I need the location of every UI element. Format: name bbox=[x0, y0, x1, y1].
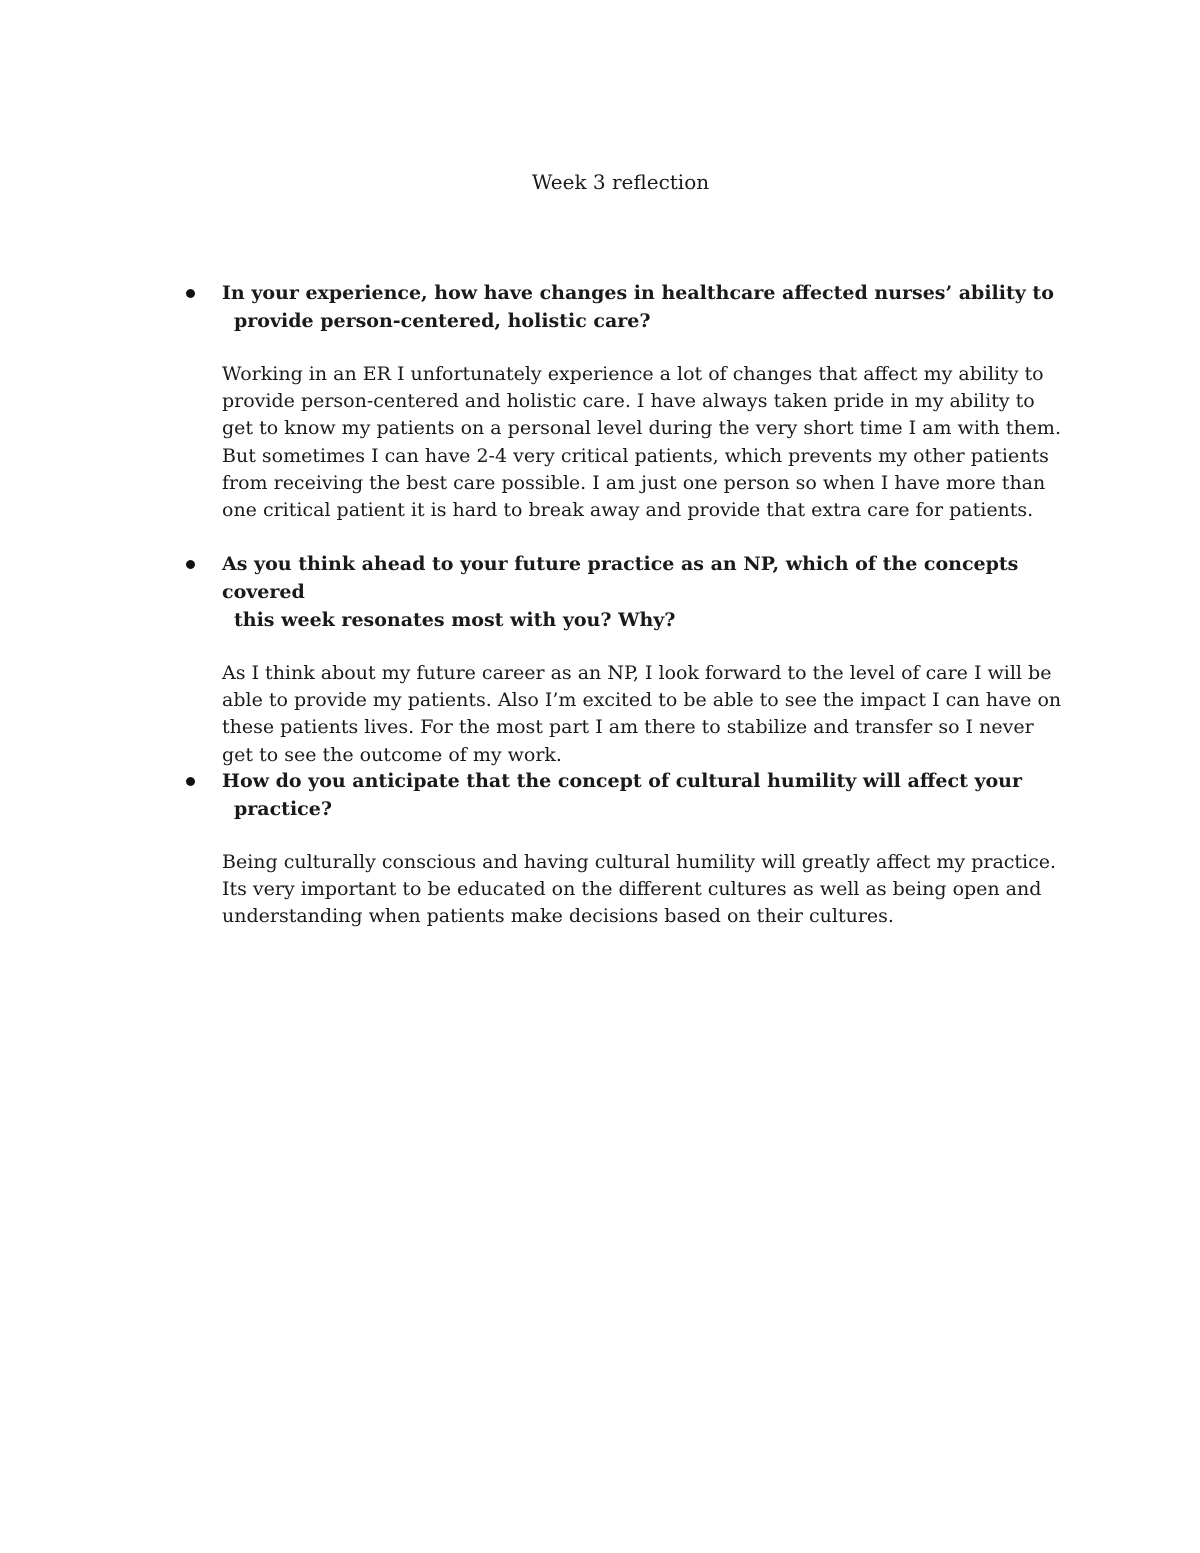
answer-paragraph: Being culturally conscious and having cultural humility will greatly affect my practice. Its very important to be educated on the different cultures as well as being open and understanding when patients make decisions based on their cultures. bbox=[222, 851, 1057, 928]
question-line-2: provide person-centered, holistic care? bbox=[234, 310, 651, 332]
answer-paragraph: Working in an ER I unfortunately experience a lot of changes that affect my ability to provide person-centered and holistic care. I have always taken pride in my ability to get to know my patients on a personal level during the very short time I am with them. But sometimes I can have 2-4 very critical patients, which prevents my other patients from receiving the best care possible. I am just one person so when I have more than one critical patient it is hard to break away and provide that extra care for patients. bbox=[222, 363, 1061, 522]
question-line-1: As you think ahead to your future practice as an NP, which of the concepts covered bbox=[222, 553, 1019, 603]
reflection-section bbox=[186, 279, 1066, 524]
reflection-section bbox=[186, 550, 1066, 769]
question-text bbox=[222, 279, 1066, 335]
question-line-1: In your experience, how have changes in healthcare affected nurses’ ability to bbox=[222, 282, 1054, 304]
question-item bbox=[186, 279, 1066, 335]
bullet-icon bbox=[186, 560, 195, 569]
bullet-icon bbox=[186, 777, 195, 786]
question-text bbox=[222, 767, 1066, 823]
question-line-2: this week resonates most with you? Why? bbox=[234, 609, 676, 631]
reflection-section bbox=[186, 767, 1066, 931]
document-title: Week 3 reflection bbox=[531, 170, 710, 194]
answer-paragraph: As I think about my future career as an NP, I look forward to the level of care I will be able to provide my patients. Also I’m excited to be able to see the impact I can have on these patients lives. For the most part I am there to stabilize and transfer so I never get to see the outcome of my work. bbox=[222, 662, 1062, 766]
question-text bbox=[222, 550, 1066, 634]
question-line-2: practice? bbox=[234, 798, 332, 820]
question-item bbox=[186, 550, 1066, 634]
question-item bbox=[186, 767, 1066, 823]
question-line-1: How do you anticipate that the concept of cultural humility will affect your bbox=[222, 770, 1023, 792]
bullet-icon bbox=[186, 289, 195, 298]
